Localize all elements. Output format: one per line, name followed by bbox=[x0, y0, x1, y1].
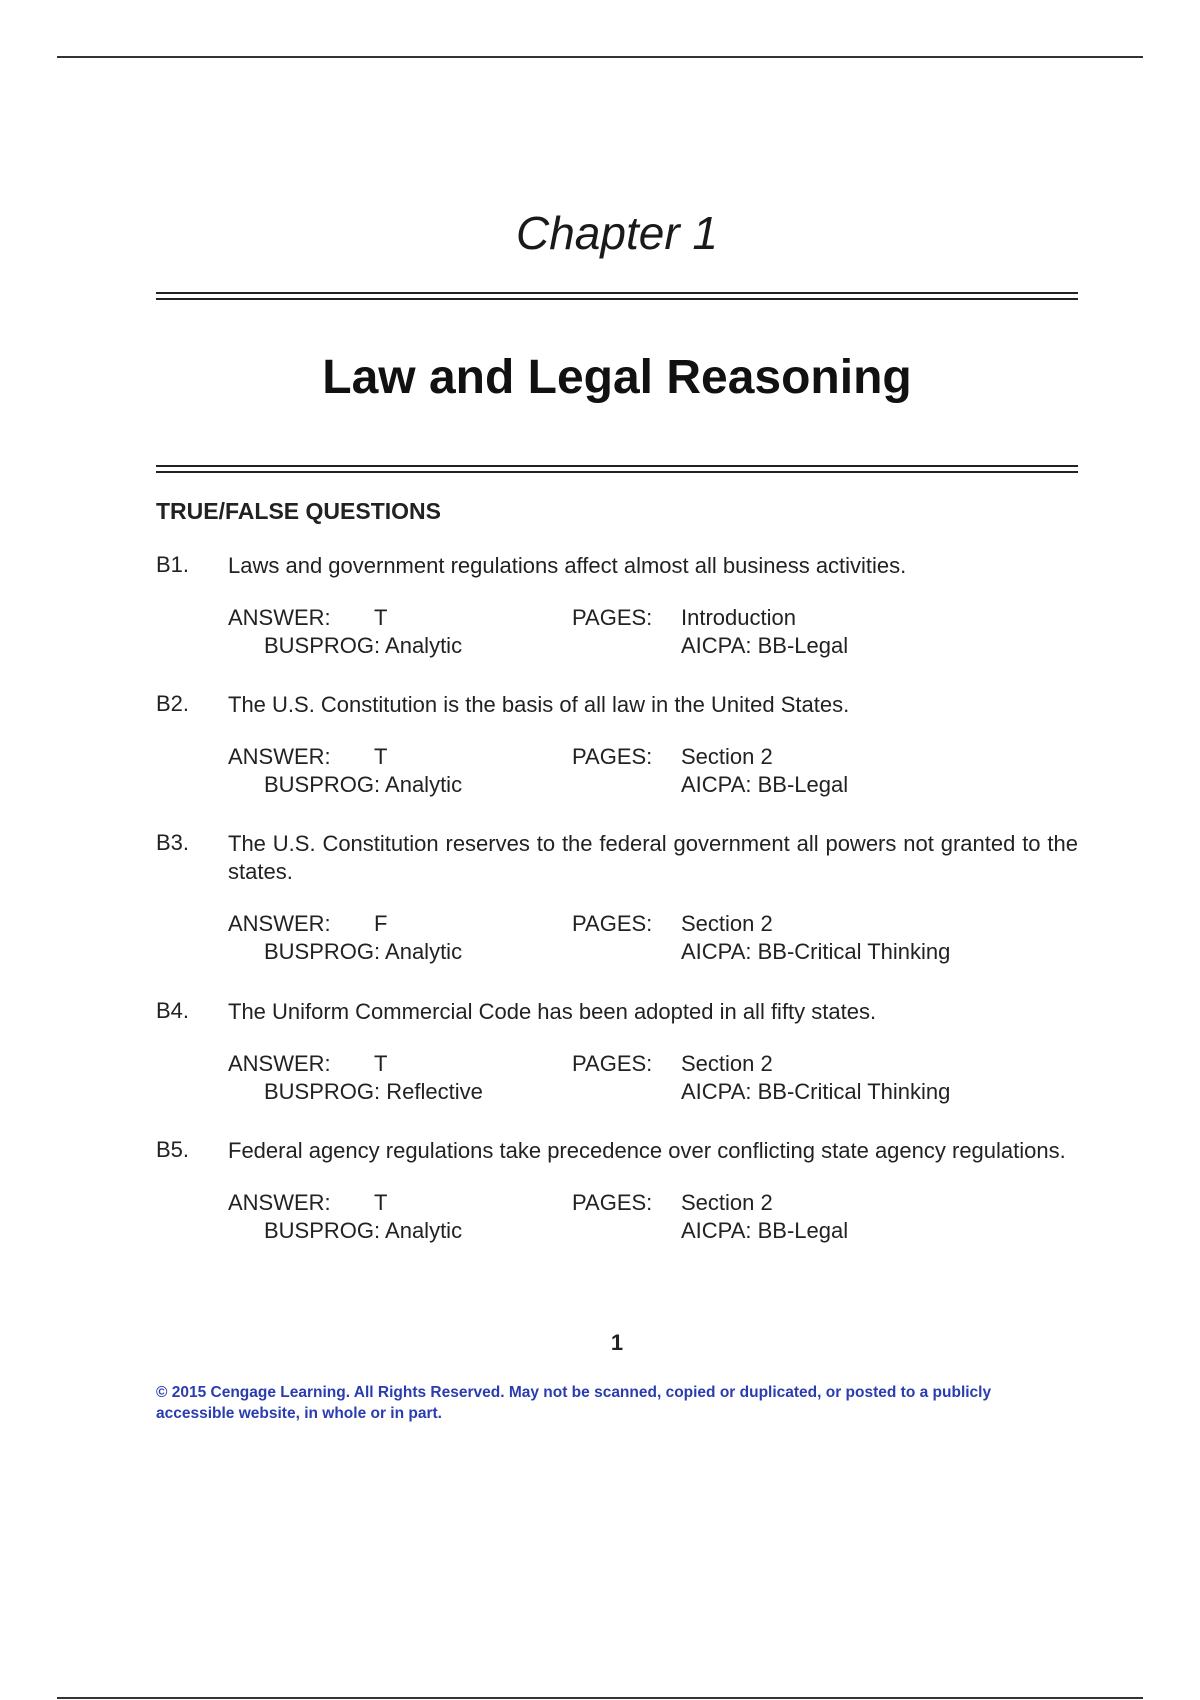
question-item bbox=[156, 552, 1078, 660]
question-number: B1. bbox=[156, 552, 190, 577]
answer-label: ANSWER: bbox=[228, 744, 331, 769]
pages-value: Introduction bbox=[681, 605, 796, 630]
busprog-tag: BUSPROG: Analytic bbox=[264, 1218, 463, 1243]
question-row bbox=[156, 691, 1078, 719]
question-text: The U.S. Constitution reserves to the federal government all powers not granted to the states. bbox=[228, 831, 1078, 884]
pages-label: PAGES: bbox=[572, 605, 653, 630]
question-item bbox=[156, 691, 1078, 799]
busprog-tag: BUSPROG: Reflective bbox=[264, 1079, 483, 1104]
aicpa-tag: AICPA: BB-Legal bbox=[681, 1218, 849, 1243]
answer-label: ANSWER: bbox=[228, 1051, 331, 1076]
pages-value: Section 2 bbox=[681, 1051, 773, 1076]
answer-value: T bbox=[374, 744, 388, 769]
pages-label: PAGES: bbox=[572, 1051, 653, 1076]
question-number: B4. bbox=[156, 998, 190, 1023]
title-rule-upper bbox=[156, 292, 1078, 300]
answer-value: T bbox=[374, 1051, 388, 1076]
question-row bbox=[156, 998, 1078, 1026]
aicpa-tag: AICPA: BB-Legal bbox=[681, 772, 849, 797]
pages-value: Section 2 bbox=[681, 1190, 773, 1215]
question-row bbox=[156, 552, 1078, 580]
question-text: Federal agency regulations take precedence over conflicting state agency regulations. bbox=[228, 1138, 1066, 1163]
answer-value: T bbox=[374, 1190, 388, 1215]
aicpa-tag: AICPA: BB-Critical Thinking bbox=[681, 1079, 951, 1104]
question-text: The U.S. Constitution is the basis of all law in the United States. bbox=[228, 692, 850, 717]
question-row bbox=[156, 830, 1078, 886]
top-rule bbox=[57, 56, 1143, 58]
question-number: B5. bbox=[156, 1137, 190, 1162]
title-rule-lower bbox=[156, 465, 1078, 473]
pages-value: Section 2 bbox=[681, 744, 773, 769]
busprog-tag: BUSPROG: Analytic bbox=[264, 772, 463, 797]
question-item bbox=[156, 1137, 1078, 1245]
page-number: 1 bbox=[610, 1330, 624, 1355]
pages-value: Section 2 bbox=[681, 911, 773, 936]
question-row bbox=[156, 1137, 1078, 1165]
question-meta bbox=[156, 910, 1078, 966]
chapter-label: Chapter 1 bbox=[515, 207, 718, 259]
answer-label: ANSWER: bbox=[228, 911, 331, 936]
question-text: Laws and government regulations affect almost all business activities. bbox=[228, 553, 907, 578]
busprog-tag: BUSPROG: Analytic bbox=[264, 939, 463, 964]
bottom-rule bbox=[57, 1697, 1143, 1699]
answer-value: F bbox=[374, 911, 388, 936]
answer-label: ANSWER: bbox=[228, 1190, 331, 1215]
pages-label: PAGES: bbox=[572, 744, 653, 769]
question-meta bbox=[156, 1050, 1078, 1106]
aicpa-tag: AICPA: BB-Critical Thinking bbox=[681, 939, 951, 964]
busprog-tag: BUSPROG: Analytic bbox=[264, 633, 463, 658]
answer-value: T bbox=[374, 605, 388, 630]
question-meta bbox=[156, 604, 1078, 660]
aicpa-tag: AICPA: BB-Legal bbox=[681, 633, 849, 658]
section-heading: TRUE/FALSE QUESTIONS bbox=[156, 498, 441, 524]
question-number: B2. bbox=[156, 691, 190, 716]
question-item bbox=[156, 830, 1078, 966]
question-meta bbox=[156, 743, 1078, 799]
copyright-notice: © 2015 Cengage Learning. All Rights Reserved. May not be scanned, copied or duplicated, or posted to a publicly accessible website, in whole or in part. bbox=[156, 1384, 992, 1422]
question-text: The Uniform Commercial Code has been adopted in all fifty states. bbox=[228, 999, 877, 1024]
answer-label: ANSWER: bbox=[228, 605, 331, 630]
pages-label: PAGES: bbox=[572, 1190, 653, 1215]
question-number: B3. bbox=[156, 830, 190, 855]
pages-label: PAGES: bbox=[572, 911, 653, 936]
question-meta bbox=[156, 1189, 1078, 1245]
chapter-title: Law and Legal Reasoning bbox=[322, 351, 912, 404]
question-item bbox=[156, 998, 1078, 1106]
